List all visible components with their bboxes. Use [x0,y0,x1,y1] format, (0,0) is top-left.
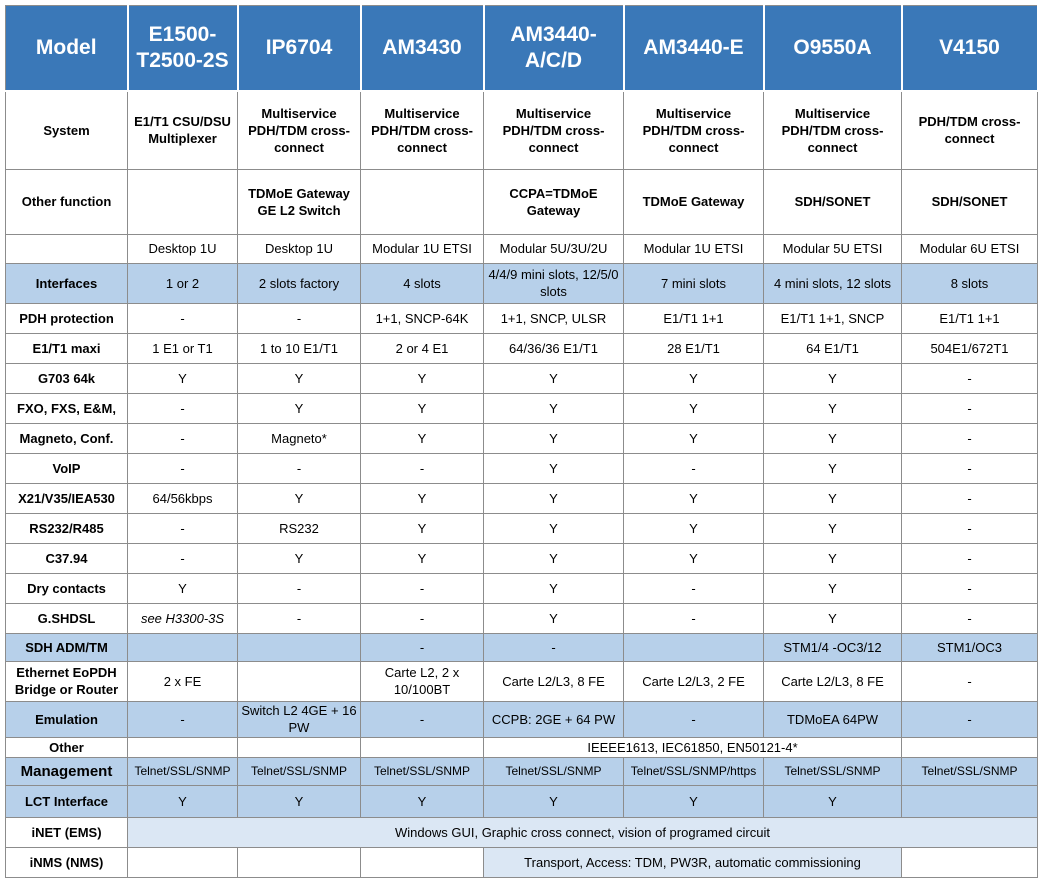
row-label [6,234,128,263]
cell: see H3300-3S [128,603,238,633]
cell: Carte L2/L3, 8 FE [484,661,624,701]
cell [361,847,484,877]
cell-span: Windows GUI, Graphic cross connect, vision of programed circuit [128,817,1038,847]
cell: - [128,453,238,483]
cell: Y [764,785,902,817]
row-lct [6,785,1038,817]
cell: Y [764,453,902,483]
cell: - [238,453,361,483]
cell: Desktop 1U [238,234,361,263]
cell: - [624,603,764,633]
cell: Modular 6U ETSI [902,234,1038,263]
row-label: C37.94 [6,543,128,573]
cell: 4 slots [361,263,484,303]
cell: - [902,363,1038,393]
cell: E1/T1 1+1, SNCP [764,303,902,333]
cell: 1 to 10 E1/T1 [238,333,361,363]
cell: Y [624,785,764,817]
cell: Y [764,393,902,423]
cell: Switch L2 4GE + 16 PW [238,701,361,737]
cell: - [361,573,484,603]
cell: Y [361,543,484,573]
row-label: Dry contacts [6,573,128,603]
cell [128,847,238,877]
cell: E1/T1 1+1 [902,303,1038,333]
cell: Carte L2/L3, 2 FE [624,661,764,701]
cell: CCPA=TDMoE Gateway [484,169,624,234]
row-inet [6,817,1038,847]
cell: Multiservice PDH/TDM cross-connect [764,91,902,169]
cell: Y [484,393,624,423]
row-label: LCT Interface [6,785,128,817]
cell [902,785,1038,817]
row-label: X21/V35/IEA530 [6,483,128,513]
cell: TDMoE Gateway [624,169,764,234]
cell [128,633,238,661]
cell: - [902,393,1038,423]
row-label: FXO, FXS, E&M, [6,393,128,423]
cell: Multiservice PDH/TDM cross-connect [484,91,624,169]
row-label: Magneto, Conf. [6,423,128,453]
cell: Y [484,573,624,603]
cell: Y [484,453,624,483]
cell [902,737,1038,757]
cell: E1/T1 CSU/DSU Multiplexer [128,91,238,169]
cell: - [238,573,361,603]
header-model-name: IP6704 [238,6,361,92]
cell: Telnet/SSL/SNMP [902,757,1038,785]
row-label: VoIP [6,453,128,483]
cell: Telnet/SSL/SNMP/https [624,757,764,785]
cell: - [128,303,238,333]
row-label: Interfaces [6,263,128,303]
cell: 64/56kbps [128,483,238,513]
header-model-name: E1500-T2500-2S [128,6,238,92]
cell: Y [624,423,764,453]
row-label: iNMS (NMS) [6,847,128,877]
cell: - [238,603,361,633]
header-model: Model [6,6,128,92]
cell: Carte L2, 2 x 10/100BT [361,661,484,701]
cell: Modular 1U ETSI [361,234,484,263]
row-form-factor [6,234,1038,263]
cell: Y [238,785,361,817]
row-label: G703 64k [6,363,128,393]
cell: - [361,603,484,633]
row-rs232 [6,513,1038,543]
cell: STM1/OC3 [902,633,1038,661]
cell: 28 E1/T1 [624,333,764,363]
cell [238,737,361,757]
cell: - [128,513,238,543]
cell: 504E1/672T1 [902,333,1038,363]
cell: Y [484,483,624,513]
cell: Modular 1U ETSI [624,234,764,263]
row-management [6,757,1038,785]
cell: Y [764,483,902,513]
cell: Telnet/SSL/SNMP [764,757,902,785]
cell: 1+1, SNCP-64K [361,303,484,333]
cell: 7 mini slots [624,263,764,303]
cell: Y [484,603,624,633]
cell: - [128,393,238,423]
cell: Y [484,785,624,817]
header-model-name: V4150 [902,6,1038,92]
cell: CCPB: 2GE + 64 PW [484,701,624,737]
cell: Y [238,363,361,393]
cell: TDMoE Gateway GE L2 Switch [238,169,361,234]
cell: 64 E1/T1 [764,333,902,363]
cell: Y [238,483,361,513]
header-row [6,6,1038,92]
cell: SDH/SONET [902,169,1038,234]
cell: - [902,661,1038,701]
cell: Y [238,543,361,573]
row-label: Other [6,737,128,757]
cell: - [361,633,484,661]
row-label [6,661,128,701]
cell-span: Transport, Access: TDM, PW3R, automatic commissioning [484,847,902,877]
row-g703 [6,363,1038,393]
cell: Y [361,785,484,817]
row-label: E1/T1 maxi [6,333,128,363]
cell: Desktop 1U [128,234,238,263]
row-label: RS232/R485 [6,513,128,543]
cell: Y [624,483,764,513]
cell: Y [238,393,361,423]
cell: STM1/4 -OC3/12 [764,633,902,661]
row-label-line: Bridge or Router [14,682,119,697]
row-x21 [6,483,1038,513]
cell: Y [361,483,484,513]
cell: Y [764,543,902,573]
cell: SDH/SONET [764,169,902,234]
cell: Multiservice PDH/TDM cross-connect [238,91,361,169]
cell: - [902,543,1038,573]
row-c3794 [6,543,1038,573]
cell [624,633,764,661]
cell: Modular 5U/3U/2U [484,234,624,263]
row-label: Emulation [6,701,128,737]
row-e1t1-maxi [6,333,1038,363]
row-label: G.SHDSL [6,603,128,633]
row-label: Management [6,757,128,785]
row-system [6,91,1038,169]
cell [128,169,238,234]
row-label: Other function [6,169,128,234]
row-interfaces [6,263,1038,303]
cell: Y [624,513,764,543]
row-magneto [6,423,1038,453]
cell: Y [624,363,764,393]
cell: TDMoEA 64PW [764,701,902,737]
cell: - [128,423,238,453]
cell: - [128,543,238,573]
cell: Y [128,363,238,393]
cell: Y [484,513,624,543]
cell: Y [361,423,484,453]
comparison-table [5,5,1039,878]
cell: Y [764,363,902,393]
cell: Y [128,785,238,817]
cell: Y [484,423,624,453]
cell [902,847,1038,877]
cell: 8 slots [902,263,1038,303]
cell: - [624,701,764,737]
cell-span: IEEEE1613, IEC61850, EN50121-4* [484,737,902,757]
cell: PDH/TDM cross-connect [902,91,1038,169]
row-fxo [6,393,1038,423]
cell: - [624,453,764,483]
row-emulation [6,701,1038,737]
cell: Y [764,603,902,633]
row-sdh [6,633,1038,661]
cell [128,737,238,757]
cell: Y [484,543,624,573]
cell: - [902,701,1038,737]
cell [238,847,361,877]
cell: Y [361,363,484,393]
row-inms [6,847,1038,877]
cell: 1+1, SNCP, ULSR [484,303,624,333]
cell: RS232 [238,513,361,543]
row-voip [6,453,1038,483]
cell: 2 or 4 E1 [361,333,484,363]
cell: 1 E1 or T1 [128,333,238,363]
row-pdh-protection [6,303,1038,333]
row-label: System [6,91,128,169]
cell: Y [361,393,484,423]
cell [238,661,361,701]
row-dry-contacts [6,573,1038,603]
cell: Telnet/SSL/SNMP [484,757,624,785]
cell: - [128,701,238,737]
cell: - [484,633,624,661]
row-label-line: Ethernet EoPDH [16,665,117,680]
cell: - [902,603,1038,633]
cell [238,633,361,661]
header-model-name: AM3430 [361,6,484,92]
cell: - [902,513,1038,543]
cell: 4/4/9 mini slots, 12/5/0 slots [484,263,624,303]
header-model-name: AM3440-E [624,6,764,92]
cell: - [624,573,764,603]
cell: Carte L2/L3, 8 FE [764,661,902,701]
cell: 1 or 2 [128,263,238,303]
row-label: PDH protection [6,303,128,333]
cell: 2 slots factory [238,263,361,303]
cell: Telnet/SSL/SNMP [128,757,238,785]
cell: - [902,423,1038,453]
cell: Telnet/SSL/SNMP [238,757,361,785]
cell: Y [624,543,764,573]
cell: - [902,573,1038,603]
cell: Y [128,573,238,603]
cell: 4 mini slots, 12 slots [764,263,902,303]
cell: Y [361,513,484,543]
cell [361,737,484,757]
cell: Y [484,363,624,393]
row-label: iNET (EMS) [6,817,128,847]
cell: Telnet/SSL/SNMP [361,757,484,785]
row-label: SDH ADM/TM [6,633,128,661]
cell: - [902,453,1038,483]
cell: Y [764,423,902,453]
cell [361,169,484,234]
cell: Multiservice PDH/TDM cross-connect [624,91,764,169]
cell: 2 x FE [128,661,238,701]
cell: - [361,701,484,737]
cell: - [902,483,1038,513]
header-model-name: O9550A [764,6,902,92]
cell: - [361,453,484,483]
cell: Y [764,513,902,543]
cell: E1/T1 1+1 [624,303,764,333]
cell: Multiservice PDH/TDM cross-connect [361,91,484,169]
row-gshdsl [6,603,1038,633]
cell: - [238,303,361,333]
row-ethernet [6,661,1038,701]
row-other-function [6,169,1038,234]
row-other [6,737,1038,757]
cell: Y [764,573,902,603]
cell: Modular 5U ETSI [764,234,902,263]
cell: 64/36/36 E1/T1 [484,333,624,363]
header-model-name: AM3440-A/C/D [484,6,624,92]
cell: Magneto* [238,423,361,453]
cell: Y [624,393,764,423]
